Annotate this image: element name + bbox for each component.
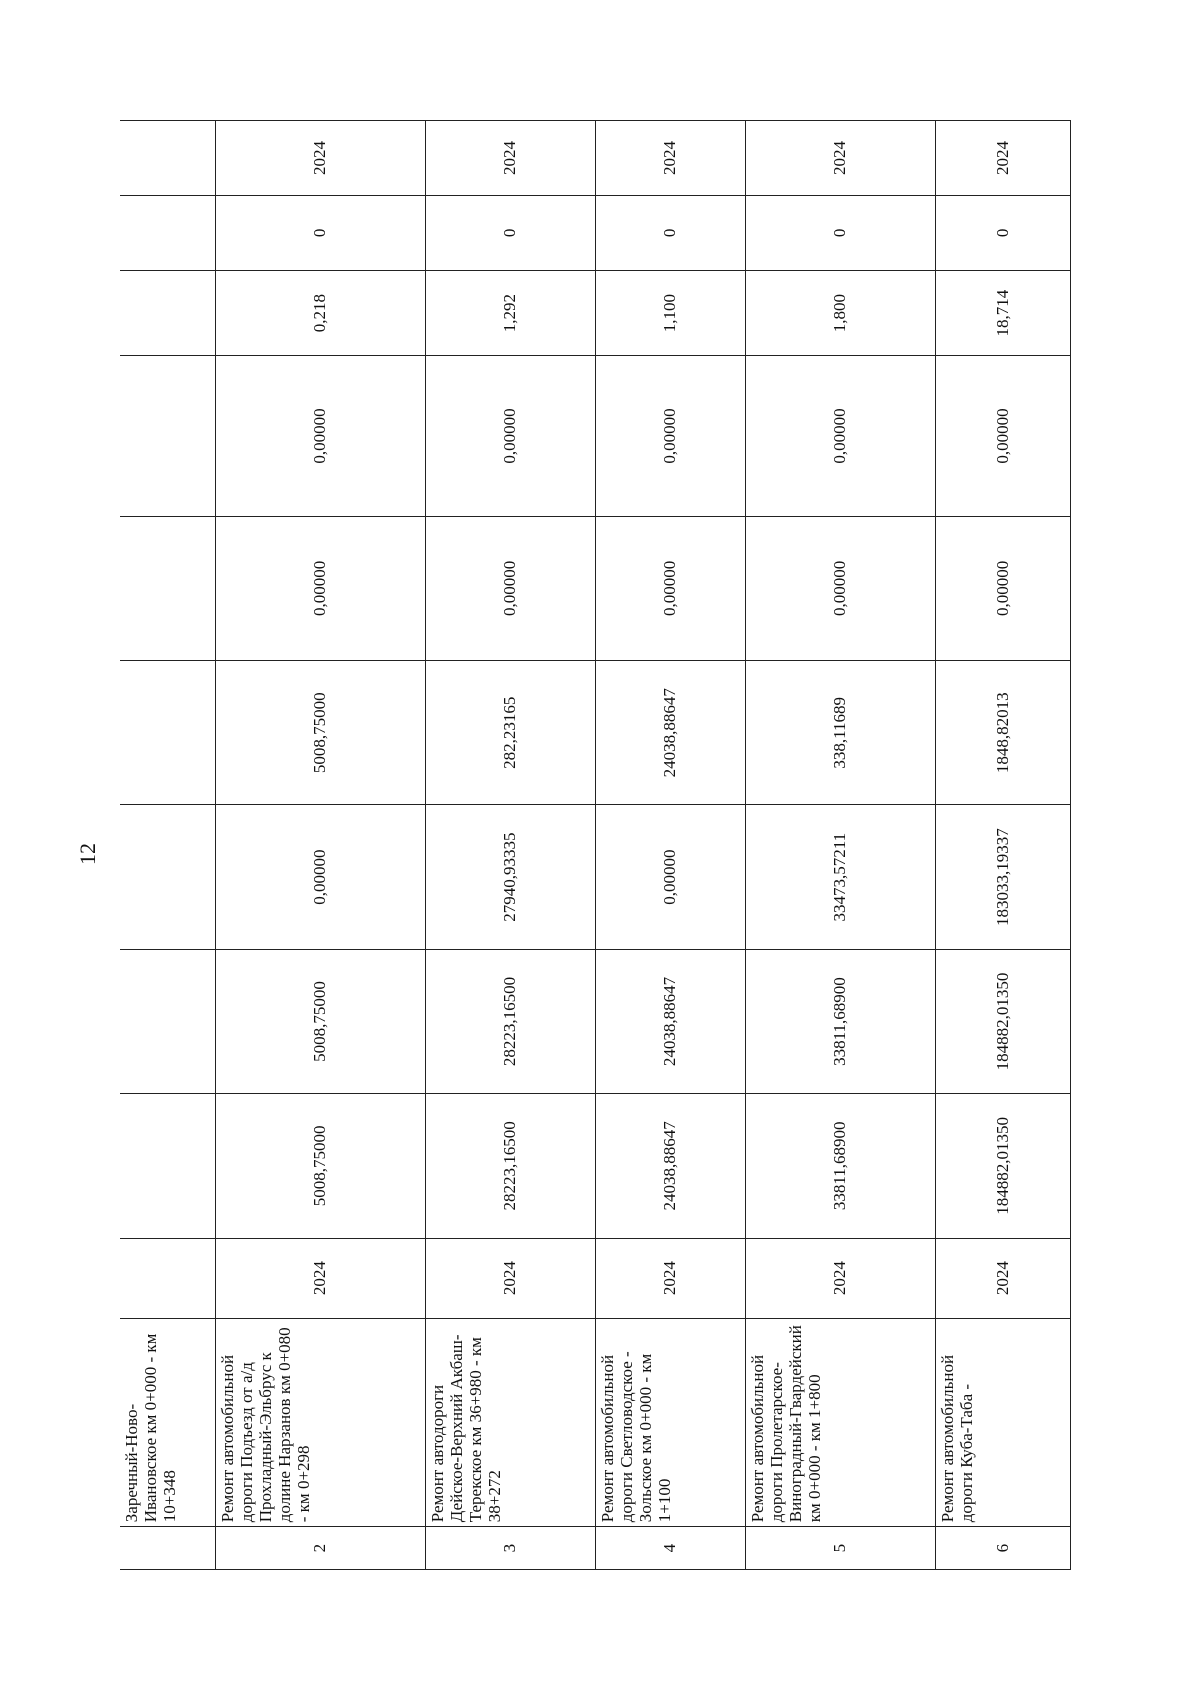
cell-length: 0,218 [215,270,425,356]
table-row [425,121,595,1570]
table-row [745,121,935,1570]
cell-zero: 0 [595,195,745,270]
cell-name: Заречный-Ново-Ивановское км 0+000 - км 10+348 [120,1318,215,1527]
cell-v3: 33473,57211 [745,805,935,949]
cell-v2: 28223,16500 [425,949,595,1093]
document-table-region [120,120,1070,1570]
cell-length: 1,292 [425,270,595,356]
cell-v4: 1848,82013 [935,661,1070,805]
cell-num: 6 [935,1527,1070,1570]
cell-v4: 282,23165 [425,661,595,805]
cell-v5: 0,00000 [935,516,1070,660]
table-row [935,121,1070,1570]
cell-num: 5 [745,1527,935,1570]
cell-v3: 27940,93335 [425,805,595,949]
cell-v4: 24038,88647 [595,661,745,805]
cell-year-end: 2024 [745,121,935,196]
cell-length: 1,800 [745,270,935,356]
cell-v6: 0,00000 [215,356,425,516]
cell-zero: 0 [215,195,425,270]
cell-name: Ремонт автомобильной дороги Подъезд от а/д Прохладный-Эльбрус к долине Нарзанов км 0+080 - км 0+298 [215,1318,425,1527]
cell-v3: 0,00000 [215,805,425,949]
cell-year-end: 2024 [595,121,745,196]
page-number [72,834,104,874]
page-number-text: 12 [75,843,100,865]
cell-year-end: 2024 [425,121,595,196]
rotated-table-container [120,120,1070,1570]
cell-v3: 183033,19337 [935,805,1070,949]
cell-v5: 0,00000 [215,516,425,660]
cell-v5: 0,00000 [745,516,935,660]
cell-year: 2024 [425,1238,595,1318]
cell-v2: 33811,68900 [745,949,935,1093]
cell-year: 2024 [745,1238,935,1318]
cell-v1: 5008,75000 [215,1094,425,1238]
cell-name: Ремонт автодороги Дейское-Верхний Акбаш-Терекское км 36+980 - км 38+272 [425,1318,595,1527]
cell-year: 2024 [935,1238,1070,1318]
table-row-continued [120,121,215,1570]
cell-zero: 0 [745,195,935,270]
cell-length: 18,714 [935,270,1070,356]
cell-name: Ремонт автомобильной дороги Пролетарское-Виноградный-Гвардейский км 0+000 - км 1+800 [745,1318,935,1527]
cell-zero: 0 [935,195,1070,270]
cell-v6: 0,00000 [935,356,1070,516]
cell-v6: 0,00000 [595,356,745,516]
cell-v1: 33811,68900 [745,1094,935,1238]
cell-num: 4 [595,1527,745,1570]
cell-v3: 0,00000 [595,805,745,949]
cell-v2: 184882,01350 [935,949,1070,1093]
cell-num [120,1527,215,1570]
table-row [595,121,745,1570]
cell-v1: 28223,16500 [425,1094,595,1238]
cell-num: 3 [425,1527,595,1570]
cell-v6: 0,00000 [745,356,935,516]
cell-year-end: 2024 [935,121,1070,196]
cell-length: 1,100 [595,270,745,356]
cell-v6: 0,00000 [425,356,595,516]
cell-v2: 5008,75000 [215,949,425,1093]
cell-name: Ремонт автомобильной дороги Куба-Таба - [935,1318,1070,1527]
cell-v4: 5008,75000 [215,661,425,805]
road-repair-table [120,120,1071,1570]
cell-v1: 184882,01350 [935,1094,1070,1238]
cell-v5: 0,00000 [595,516,745,660]
cell-year: 2024 [595,1238,745,1318]
cell-v2: 24038,88647 [595,949,745,1093]
cell-v4: 338,11689 [745,661,935,805]
cell-name: Ремонт автомобильной дороги Светловодское - Зольское км 0+000 - км 1+100 [595,1318,745,1527]
cell-v1: 24038,88647 [595,1094,745,1238]
cell-year: 2024 [215,1238,425,1318]
cell-v5: 0,00000 [425,516,595,660]
cell-num: 2 [215,1527,425,1570]
cell-year-end: 2024 [215,121,425,196]
table-row [215,121,425,1570]
cell-zero: 0 [425,195,595,270]
